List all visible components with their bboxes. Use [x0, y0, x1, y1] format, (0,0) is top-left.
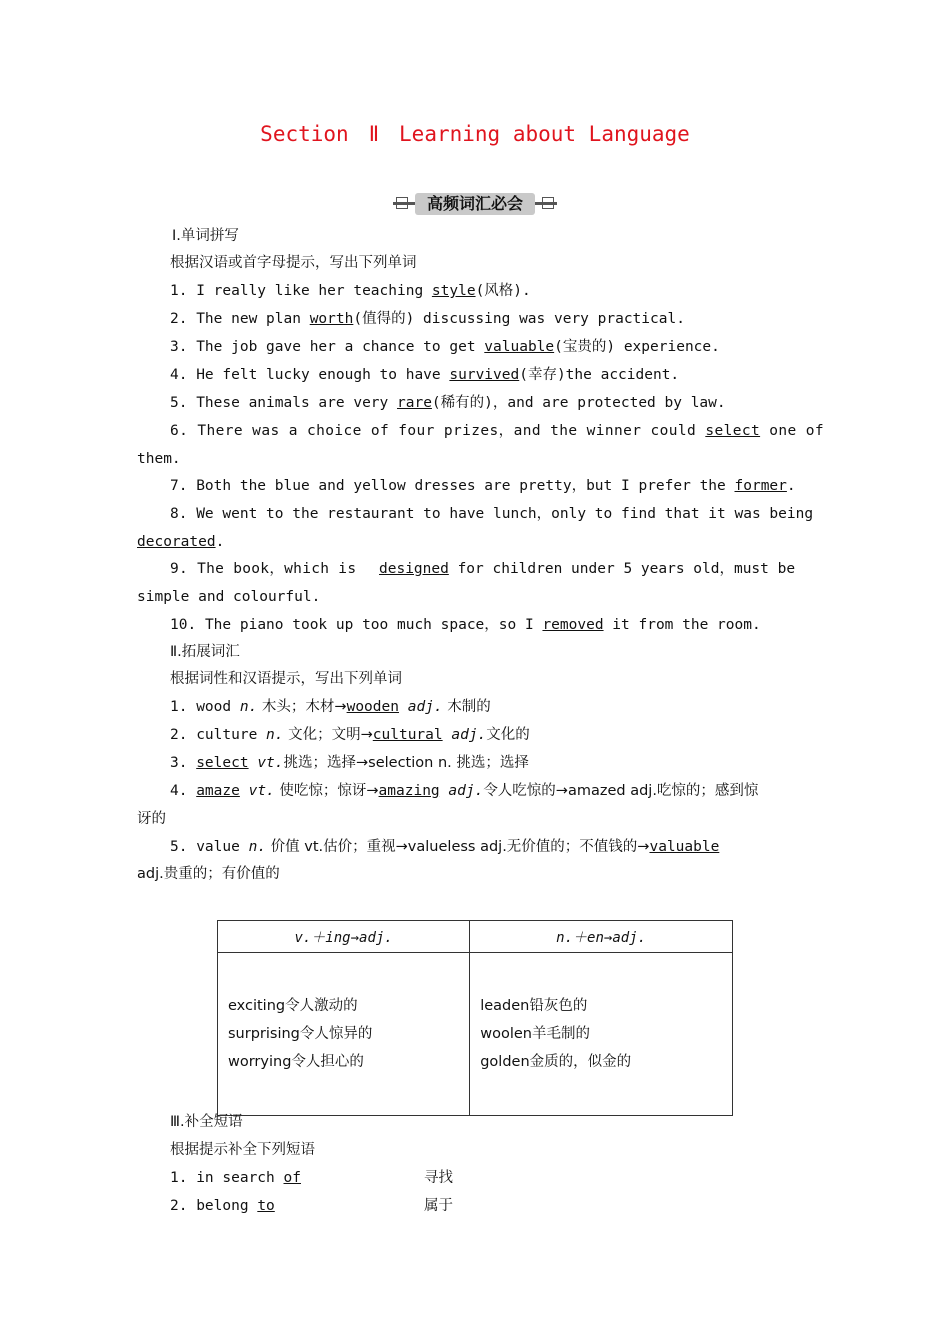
list-item	[170, 725, 848, 745]
table-entry: woolen羊毛制的	[480, 1026, 590, 1042]
item-text: (稀有的)，and are protected by law.	[431, 395, 726, 411]
banner-label: 高频词汇必会	[415, 193, 535, 215]
item-number: 1.	[170, 1170, 188, 1186]
item-text: (幸存)the accident.	[519, 367, 680, 383]
item-text: 令人吃惊的→amazed adj.吃惊的；感到惊	[483, 783, 759, 799]
item-number: 4.	[170, 783, 188, 799]
item-pos: adj.	[398, 699, 443, 715]
list-item	[170, 781, 848, 801]
item-text: There was a choice of four prizes，and the winner could	[197, 423, 706, 439]
item-pos: vt.	[248, 755, 284, 771]
list-item-continuation: 讶的	[137, 811, 166, 827]
item-number: 4.	[170, 367, 188, 383]
table-entry: worrying令人担心的	[228, 1054, 364, 1070]
item-pos: adj.	[442, 727, 487, 743]
table-entry: leaden铅灰色的	[480, 998, 588, 1014]
item-number: 2.	[170, 1198, 188, 1214]
table-entry: golden金质的，似金的	[480, 1054, 632, 1070]
item-text: (值得的) discussing was very practical.	[353, 311, 685, 327]
item-text: culture	[196, 727, 267, 743]
list-item	[170, 753, 848, 773]
item-answer: survived	[449, 367, 520, 383]
item-number: 3.	[170, 755, 188, 771]
title-numeral: Ⅱ	[368, 122, 380, 146]
item-answer: style	[431, 283, 476, 299]
banner-right-cap	[542, 197, 554, 209]
item-answer: of	[283, 1170, 301, 1186]
part2-heading: Ⅱ.拓展词汇	[170, 644, 240, 660]
table-cell-nen	[470, 953, 733, 1116]
item-number: 6.	[170, 423, 189, 439]
item-text: .	[215, 534, 225, 550]
list-item	[170, 309, 848, 329]
table-header-nen: n.＋en→adj.	[470, 921, 733, 953]
item-text: I really like her teaching	[196, 283, 432, 299]
item-text: belong	[196, 1198, 258, 1214]
list-item	[170, 837, 848, 857]
item-text: The piano took up too much space，so I	[204, 617, 543, 633]
title-name: Learning about Language	[399, 122, 690, 146]
item-text: The new plan	[196, 311, 310, 327]
item-number: 9.	[170, 561, 189, 577]
item-answer: valuable	[649, 839, 720, 855]
item-answer: select	[705, 423, 761, 439]
list-item	[170, 337, 848, 357]
list-item	[170, 281, 848, 301]
item-text: These animals are very	[196, 395, 397, 411]
item-text: 文化；文明→	[283, 727, 373, 743]
item-text: He felt lucky enough to have	[196, 367, 450, 383]
item-text: for children under 5 years old，must be	[448, 561, 796, 577]
table-entry: surprising令人惊异的	[228, 1026, 373, 1042]
item-number: 7.	[170, 478, 188, 494]
item-number: 2.	[170, 311, 188, 327]
item-number: 3.	[170, 339, 188, 355]
item-number: 2.	[170, 727, 188, 743]
item-text: The job gave her a chance to get	[196, 339, 485, 355]
word-formation-table	[217, 920, 733, 1116]
banner-left-cap	[396, 197, 408, 209]
item-pos: adj.	[439, 783, 484, 799]
table-entry: exciting令人激动的	[228, 998, 358, 1014]
item-text: (宝贵的) experience.	[554, 339, 720, 355]
item-number: 8.	[170, 506, 188, 522]
list-item	[170, 697, 848, 717]
item-text: wood	[196, 699, 240, 715]
list-item-continuation: them.	[137, 451, 181, 467]
list-item-continuation: adj.贵重的；有价值的	[137, 866, 280, 882]
item-text: (风格).	[475, 283, 531, 299]
item-text: 挑选；选择→selection n. 挑选；选择	[283, 755, 529, 771]
item-number: 1.	[170, 283, 188, 299]
item-text: one of	[760, 423, 825, 439]
item-answer: cultural	[372, 727, 443, 743]
list-item-continuation	[137, 532, 815, 552]
item-text: We went to the restaurant to have lunch，only to find that it was being	[196, 506, 814, 522]
list-item-answer-line	[379, 559, 950, 579]
item-answer: designed	[379, 561, 449, 577]
list-item	[170, 504, 848, 524]
item-text: The book，which is	[197, 561, 357, 577]
list-item	[170, 421, 825, 441]
page-title	[0, 122, 950, 146]
item-answer: to	[257, 1198, 275, 1214]
item-pos: n.	[239, 699, 258, 715]
list-item	[170, 615, 848, 635]
item-number: 5.	[170, 839, 188, 855]
item-answer: removed	[542, 617, 604, 633]
part1-heading: Ⅰ.单词拼写	[172, 228, 239, 244]
item-meaning: 寻找	[424, 1170, 453, 1186]
item-text: value	[196, 839, 249, 855]
title-section: Section	[260, 122, 349, 146]
item-answer: select	[196, 755, 249, 771]
table-cell-ving	[218, 953, 470, 1116]
item-answer: worth	[309, 311, 354, 327]
item-answer: amazing	[378, 783, 440, 799]
list-item-continuation: simple and colourful.	[137, 589, 321, 605]
section-banner	[393, 193, 557, 215]
item-text: 使吃惊；惊讶→	[274, 783, 379, 799]
item-text: .	[786, 478, 796, 494]
item-pos: vt.	[239, 783, 275, 799]
item-text: in search	[196, 1170, 284, 1186]
part3-instruction: 根据提示补全下列短语	[170, 1142, 315, 1158]
item-pos: n.	[248, 839, 267, 855]
part1-instruction: 根据汉语或首字母提示，写出下列单词	[170, 255, 417, 271]
item-answer: valuable	[484, 339, 555, 355]
list-item	[170, 476, 848, 496]
part2-instruction: 根据词性和汉语提示，写出下列单词	[170, 671, 402, 687]
item-text: 木头；木材→	[257, 699, 347, 715]
item-number: 5.	[170, 395, 188, 411]
item-text: 文化的	[486, 727, 530, 743]
item-answer: decorated	[137, 534, 216, 550]
item-meaning: 属于	[424, 1198, 453, 1214]
part3-heading: Ⅲ.补全短语	[170, 1114, 243, 1130]
item-text: 木制的	[442, 699, 491, 715]
item-answer: wooden	[346, 699, 399, 715]
item-pos: n.	[266, 727, 284, 743]
table-header-ving: v.＋ing→adj.	[218, 921, 470, 953]
item-answer: rare	[397, 395, 432, 411]
list-item	[170, 393, 848, 413]
item-answer: former	[734, 478, 787, 494]
item-text: 价值 vt.估价；重视→valueless adj.无价值的；不值钱的→	[266, 839, 650, 855]
item-text: it from the room.	[603, 617, 761, 633]
item-number: 10.	[170, 617, 197, 633]
item-number: 1.	[170, 699, 188, 715]
item-text: Both the blue and yellow dresses are pretty，but I prefer the	[196, 478, 735, 494]
item-answer: amaze	[196, 783, 240, 799]
list-item	[170, 365, 848, 385]
